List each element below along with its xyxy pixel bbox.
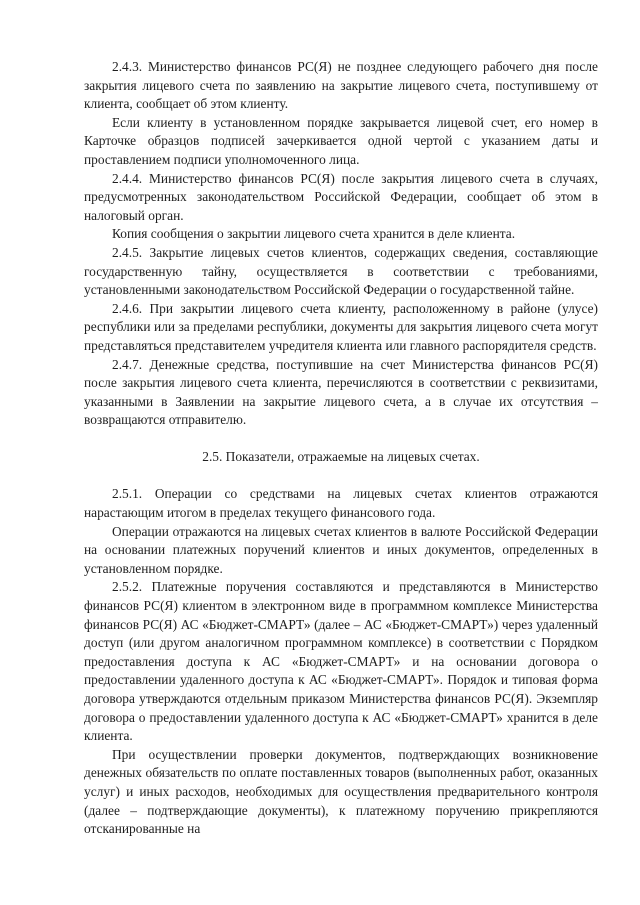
paragraph-2-4-5: 2.4.5. Закрытие лицевых счетов клиентов, содержащих сведения, составляющие государственную тайну, осуществляется в соответствии с требованиями, установленными законодательством Российской Федерации о государственной тайне.: [84, 244, 598, 298]
paragraph-2-4-4: 2.4.4. Министерство финансов РС(Я) после закрытия лицевого счета в случаях, предусмотренных законодательством Российской Федерации, сообщает об этом в налоговый орган.: [84, 170, 598, 223]
paragraph-2-5-1: 2.5.1. Операции со средствами на лицевых счетах клиентов отражаются нарастающим итогом в пределах текущего финансового года.: [84, 486, 598, 521]
paragraph-copy-storage: Копия сообщения о закрытии лицевого счета хранится в деле клиента.: [112, 226, 516, 242]
paragraph-2-4-6: 2.4.6. При закрытии лицевого счета клиенту, расположенному в районе (улусе) республики или за пределами республики, документы для закрытия лицевого счета могут представляться представителем учредителя клиента или главного распорядителя средств.: [84, 300, 598, 353]
paragraph-2-4-7: 2.4.7. Денежные средства, поступившие на счет Министерства финансов РС(Я) после закрытия лицевого счета клиента, перечисляются в соответствии с реквизитами, указанными в Заявлении на закрытие лицевого счета, а в случае их отсутствия – возвращаются отправителю.: [84, 356, 598, 428]
paragraph-verification: При осуществлении проверки документов, подтверждающих возникновение денежных обязательств по оплате поставленных товаров (выполненных работ, оказанных услуг) и иных расходов, необходимых для осуществления предварительного контроля (далее – подтверждающие документы), к платежному поручению прикрепляются отсканированные на: [84, 746, 598, 837]
paragraph-account-crossout: Если клиенту в установленном порядке закрывается лицевой счет, его номер в Карточке образцов подписей зачеркивается одной чертой с указанием даты и проставлением подписи уполномоченного лица.: [84, 114, 598, 167]
text-block-after-heading: [84, 485, 598, 838]
section-heading-2-5: 2.5. Показатели, отражаемые на лицевых счетах.: [202, 448, 480, 464]
paragraph-2-4-3: 2.4.3. Министерство финансов РС(Я) не позднее следующего рабочего дня после закрытия лицевого счета по заявлению на закрытие лицевого счета, поступившему от клиента, сообщает об этом клиенту.: [84, 59, 598, 112]
paragraph-currency-operations: Операции отражаются на лицевых счетах клиентов в валюте Российской Федерации на основании платежных поручений клиентов и иных документов, определенных в установленном порядке.: [84, 523, 598, 576]
text-block-before-heading: [84, 58, 598, 430]
paragraph-2-5-2: 2.5.2. Платежные поручения составляются и представляются в Министерство финансов РС(Я) клиентом в электронном виде в программном комплексе Министерства финансов РС(Я) АС «Бюджет-СМАРТ» (далее – АС «Бюджет-СМАРТ») через удаленный доступ (или другом аналогичном программном комплексе) в соответствии с Порядком предоставления доступа к АС «Бюджет-СМАРТ» и на основании договора о предоставлении удаленного доступа к АС «Бюджет-СМАРТ». Порядок и типовая форма договора утверждаются отдельным приказом Министерства финансов РС(Я). Экземпляр договора о предоставлении удаленного доступа к АС «Бюджет-СМАРТ» хранится в деле клиента.: [84, 579, 598, 744]
